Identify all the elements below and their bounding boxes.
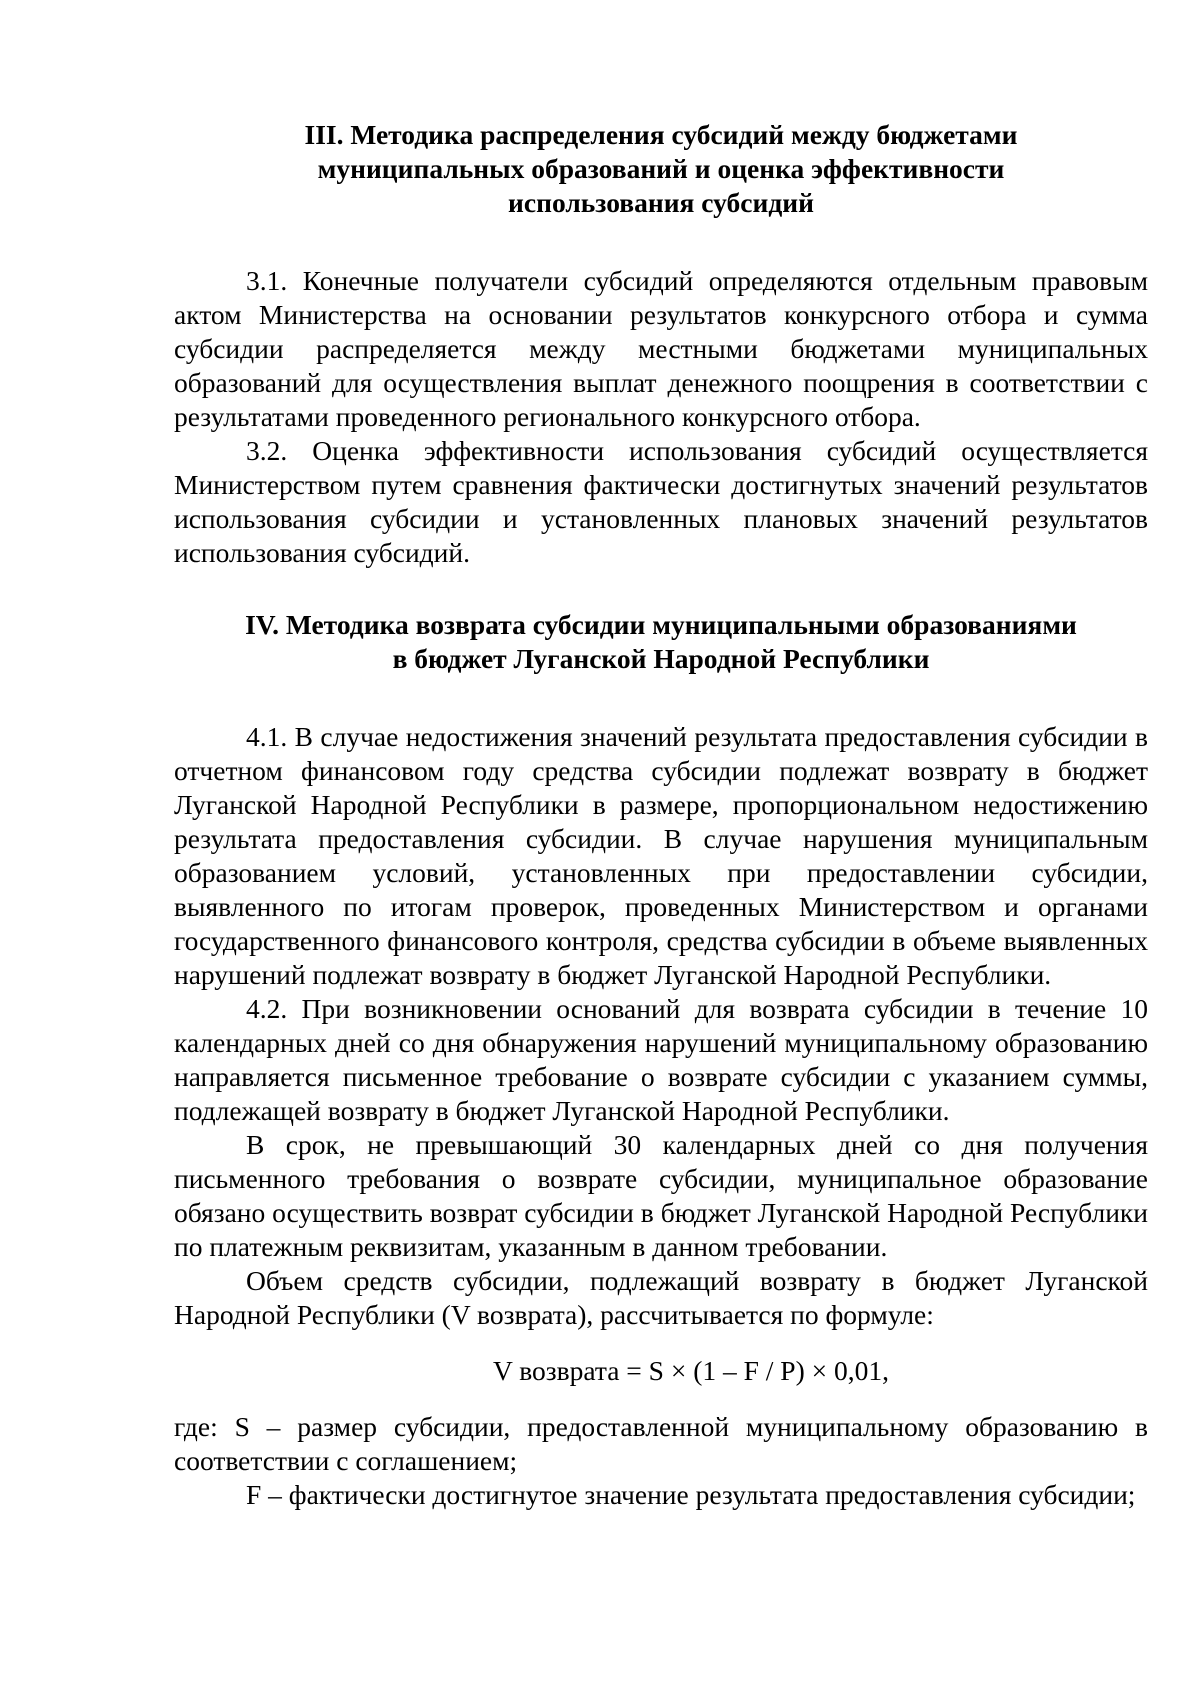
section-3-title-line: муниципальных образований и оценка эффективности: [317, 153, 1005, 184]
spacer: [174, 1332, 1148, 1354]
paragraph-return-volume: Объем средств субсидии, подлежащий возврату в бюджет Луганской Народной Республики (V возврата), рассчитывается по формуле:: [174, 1265, 1148, 1330]
section-3-title-line: III. Методика распределения субсидий между бюджетами: [304, 119, 1018, 150]
section-4-title-line: IV. Методика возврата субсидии муниципальными образованиями: [245, 609, 1077, 640]
spacer: [174, 570, 1148, 608]
section-4-title: [174, 608, 1148, 676]
definition-f: F – фактически достигнутое значение результата предоставления субсидии;: [246, 1479, 1136, 1510]
paragraph-3-1: 3.1. Конечные получатели субсидий определяются отдельным правовым актом Министерства на основании результатов конкурсного отбора и сумма субсидии распределяется между местными бюджетами муниципальных образований для осуществления выплат денежного поощрения в соответствии с результатами проведенного регионального конкурсного отбора.: [174, 265, 1148, 432]
definition-s: где: S – размер субсидии, предоставленной муниципальному образованию в соответствии с соглашением;: [174, 1411, 1148, 1476]
spacer: [174, 220, 1148, 264]
spacer: [174, 676, 1148, 720]
section-3-title: [174, 118, 1148, 220]
document-body: [174, 118, 1148, 1512]
paragraph-4-1: 4.1. В случае недостижения значений результата предоставления субсидии в отчетном финансовом году средства субсидии подлежат возврату в бюджет Луганской Народной Республики в размере, пропорциональном недостижению результата предоставления субсидии. В случае нарушения муниципальным образованием условий, установленных при предоставлении субсидии, выявленного по итогам проверок, проведенных Министерством и органами государственного финансового контроля, средства субсидии в объеме выявленных нарушений подлежат возврату в бюджет Луганской Народной Республики.: [174, 721, 1148, 990]
paragraph-4-2: 4.2. При возникновении оснований для возврата субсидии в течение 10 календарных дней со дня обнаружения нарушений муниципальному образованию направляется письменное требование о возврате субсидии с указанием суммы, подлежащей возврату в бюджет Луганской Народной Республики.: [174, 993, 1148, 1126]
return-formula: V возврата = S × (1 – F / P) × 0,01,: [492, 1355, 890, 1386]
section-4-title-line: в бюджет Луганской Народной Республики: [392, 643, 930, 674]
spacer: [174, 1388, 1148, 1410]
section-3-title-line: использования субсидий: [508, 187, 814, 218]
paragraph-3-2: 3.2. Оценка эффективности использования субсидий осуществляется Министерством путем сравнения фактически достигнутых значений результатов использования субсидии и установленных плановых значений результатов использования субсидий.: [174, 435, 1148, 568]
paragraph-return-term: В срок, не превышающий 30 календарных дней со дня получения письменного требования о возврате субсидии, муниципальное образование обязано осуществить возврат субсидии в бюджет Луганской Народной Республики по платежным реквизитам, указанным в данном требовании.: [174, 1129, 1148, 1262]
